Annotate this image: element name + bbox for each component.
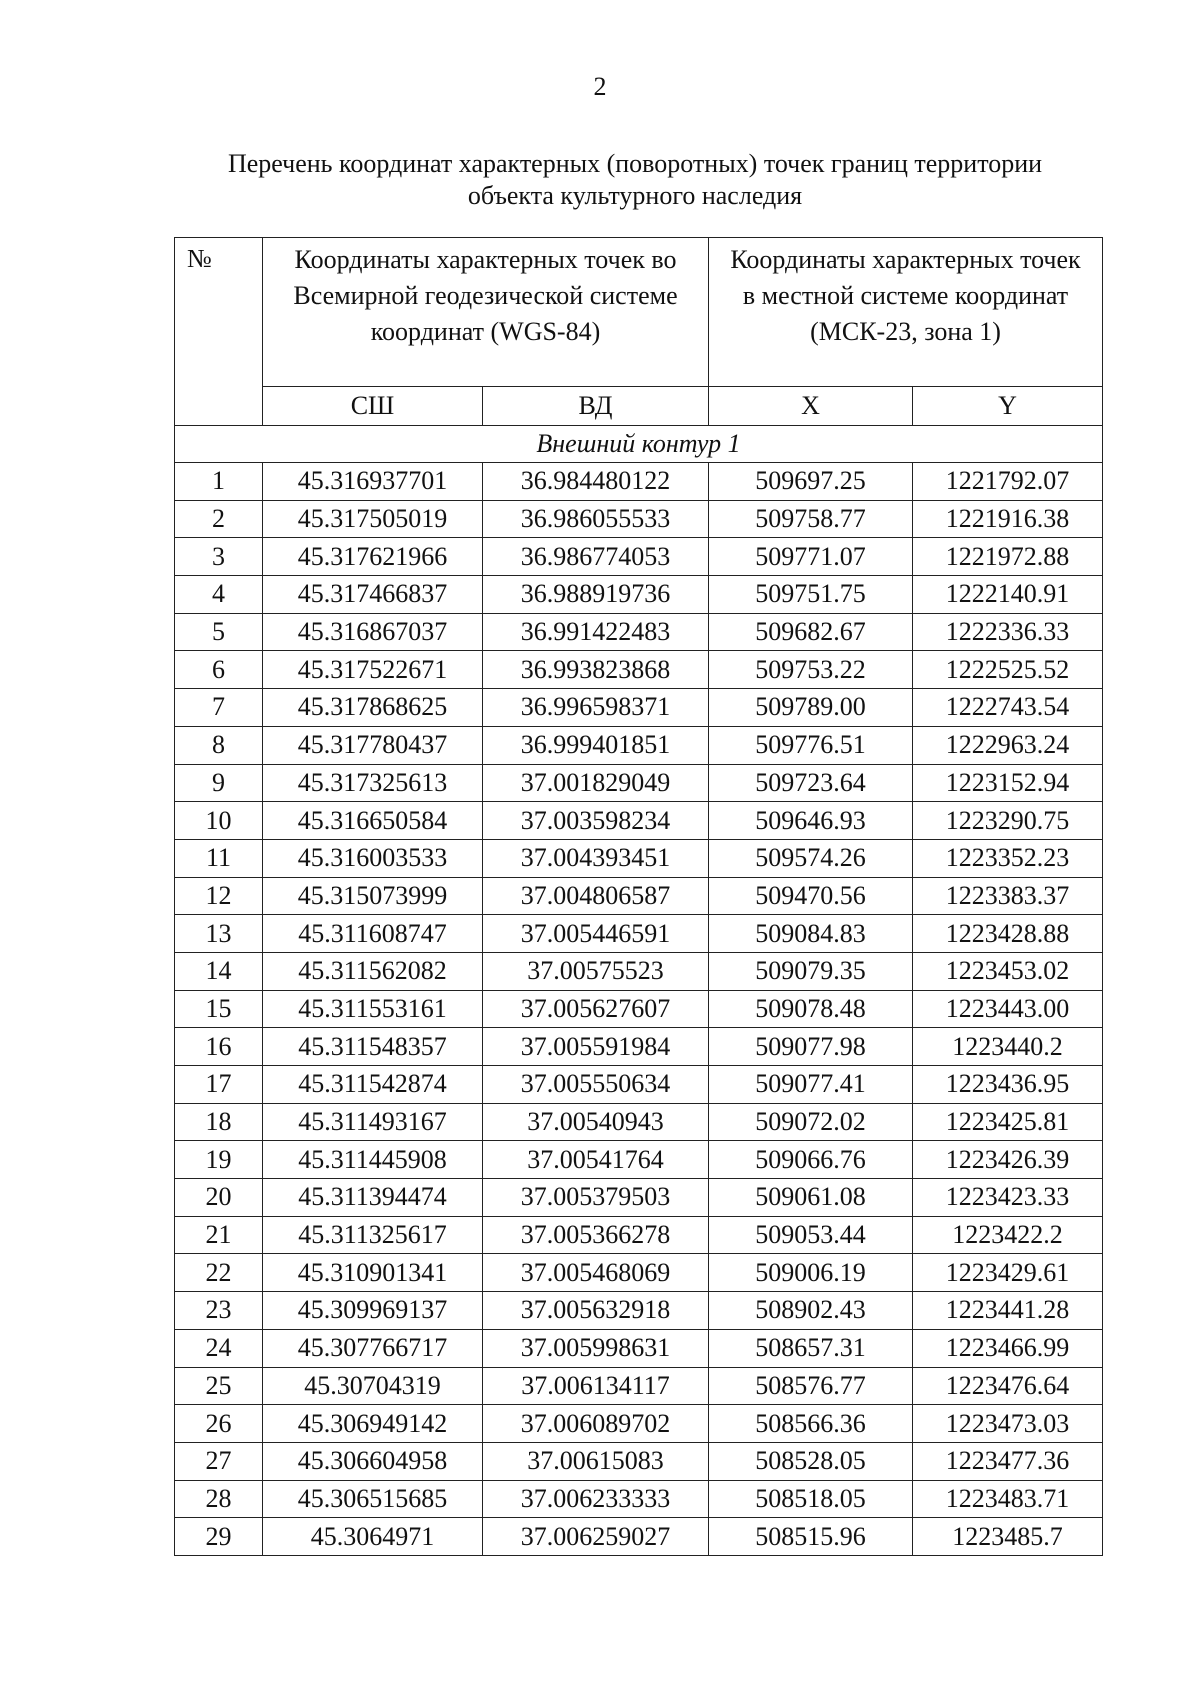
point-number: 24	[175, 1329, 263, 1367]
x-cell: 509574.26	[709, 839, 913, 877]
longitude-cell: 37.006233333	[483, 1480, 709, 1518]
x-cell: 509006.19	[709, 1254, 913, 1292]
latitude-cell: 45.317325613	[263, 764, 483, 802]
table-row	[175, 689, 1103, 727]
x-cell: 509077.98	[709, 1028, 913, 1066]
point-number: 2	[175, 500, 263, 538]
point-number: 13	[175, 915, 263, 953]
x-cell: 509771.07	[709, 538, 913, 576]
point-number: 22	[175, 1254, 263, 1292]
table-row	[175, 1367, 1103, 1405]
longitude-cell: 36.996598371	[483, 689, 709, 727]
table-row	[175, 1405, 1103, 1443]
x-cell: 508515.96	[709, 1518, 913, 1556]
y-cell: 1223483.71	[913, 1480, 1103, 1518]
x-cell: 509077.41	[709, 1066, 913, 1104]
table-row	[175, 1292, 1103, 1330]
latitude-cell: 45.316003533	[263, 839, 483, 877]
latitude-cell: 45.316937701	[263, 463, 483, 501]
y-cell: 1223428.88	[913, 915, 1103, 953]
latitude-cell: 45.311553161	[263, 990, 483, 1028]
longitude-cell: 37.00541764	[483, 1141, 709, 1179]
x-cell: 509072.02	[709, 1103, 913, 1141]
longitude-cell: 36.986774053	[483, 538, 709, 576]
table-row	[175, 1179, 1103, 1217]
longitude-cell: 37.005998631	[483, 1329, 709, 1367]
y-cell: 1222743.54	[913, 689, 1103, 727]
latitude-cell: 45.311562082	[263, 952, 483, 990]
x-cell: 508657.31	[709, 1329, 913, 1367]
x-cell: 509078.48	[709, 990, 913, 1028]
longitude-cell: 36.993823868	[483, 651, 709, 689]
point-number: 3	[175, 538, 263, 576]
x-cell: 508902.43	[709, 1292, 913, 1330]
x-cell: 508566.36	[709, 1405, 913, 1443]
latitude-cell: 45.311325617	[263, 1216, 483, 1254]
page-number: 2	[593, 72, 607, 101]
y-cell: 1223383.37	[913, 877, 1103, 915]
y-cell: 1223476.64	[913, 1367, 1103, 1405]
latitude-cell: 45.306515685	[263, 1480, 483, 1518]
table-row	[175, 1216, 1103, 1254]
latitude-cell: 45.311548357	[263, 1028, 483, 1066]
longitude-cell: 37.006134117	[483, 1367, 709, 1405]
point-number: 15	[175, 990, 263, 1028]
latitude-cell: 45.311608747	[263, 915, 483, 953]
point-number: 29	[175, 1518, 263, 1556]
point-number: 26	[175, 1405, 263, 1443]
point-number: 11	[175, 839, 263, 877]
column-header-number: №	[175, 238, 263, 426]
y-cell: 1223453.02	[913, 952, 1103, 990]
longitude-cell: 37.005446591	[483, 915, 709, 953]
longitude-cell: 36.988919736	[483, 576, 709, 614]
longitude-cell: 37.001829049	[483, 764, 709, 802]
longitude-cell: 36.991422483	[483, 613, 709, 651]
longitude-cell: 37.00615083	[483, 1442, 709, 1480]
point-number: 12	[175, 877, 263, 915]
latitude-cell: 45.317780437	[263, 726, 483, 764]
point-number: 21	[175, 1216, 263, 1254]
title-line-1: Перечень координат характерных (поворотных) точек границ территории	[227, 149, 1043, 178]
point-number: 17	[175, 1066, 263, 1104]
point-number: 28	[175, 1480, 263, 1518]
x-cell: 509776.51	[709, 726, 913, 764]
x-cell: 508518.05	[709, 1480, 913, 1518]
point-number: 6	[175, 651, 263, 689]
point-number: 25	[175, 1367, 263, 1405]
latitude-cell: 45.309969137	[263, 1292, 483, 1330]
table-row	[175, 726, 1103, 764]
latitude-cell: 45.317522671	[263, 651, 483, 689]
column-header-x: X	[709, 387, 913, 426]
point-number: 5	[175, 613, 263, 651]
section-row	[175, 426, 1103, 463]
point-number: 23	[175, 1292, 263, 1330]
point-number: 7	[175, 689, 263, 727]
longitude-cell: 36.999401851	[483, 726, 709, 764]
table-row	[175, 1028, 1103, 1066]
table-row	[175, 1442, 1103, 1480]
longitude-cell: 37.005366278	[483, 1216, 709, 1254]
y-cell: 1223473.03	[913, 1405, 1103, 1443]
longitude-cell: 37.005591984	[483, 1028, 709, 1066]
subheader-row	[175, 387, 1103, 426]
table-row	[175, 990, 1103, 1028]
table-row	[175, 1103, 1103, 1141]
table-row	[175, 1329, 1103, 1367]
point-number: 14	[175, 952, 263, 990]
longitude-cell: 37.004806587	[483, 877, 709, 915]
point-number: 27	[175, 1442, 263, 1480]
column-header-latitude: СШ	[263, 387, 483, 426]
x-cell: 508528.05	[709, 1442, 913, 1480]
latitude-cell: 45.317868625	[263, 689, 483, 727]
title-line-2: объекта культурного наследия	[467, 181, 803, 210]
x-cell: 509646.93	[709, 802, 913, 840]
x-cell: 509789.00	[709, 689, 913, 727]
y-cell: 1221792.07	[913, 463, 1103, 501]
latitude-cell: 45.306604958	[263, 1442, 483, 1480]
longitude-cell: 37.004393451	[483, 839, 709, 877]
y-cell: 1223466.99	[913, 1329, 1103, 1367]
y-cell: 1223429.61	[913, 1254, 1103, 1292]
latitude-cell: 45.311445908	[263, 1141, 483, 1179]
longitude-cell: 37.00575523	[483, 952, 709, 990]
table-row	[175, 538, 1103, 576]
y-cell: 1223477.36	[913, 1442, 1103, 1480]
longitude-cell: 37.005379503	[483, 1179, 709, 1217]
x-cell: 509084.83	[709, 915, 913, 953]
column-header-y: Y	[913, 387, 1103, 426]
table-row	[175, 764, 1103, 802]
latitude-cell: 45.317505019	[263, 500, 483, 538]
longitude-cell: 37.003598234	[483, 802, 709, 840]
document-title	[150, 148, 1120, 212]
latitude-cell: 45.311542874	[263, 1066, 483, 1104]
y-cell: 1223425.81	[913, 1103, 1103, 1141]
longitude-cell: 37.006089702	[483, 1405, 709, 1443]
point-number: 19	[175, 1141, 263, 1179]
y-cell: 1222140.91	[913, 576, 1103, 614]
x-cell: 509682.67	[709, 613, 913, 651]
x-cell: 508576.77	[709, 1367, 913, 1405]
latitude-cell: 45.316650584	[263, 802, 483, 840]
point-number: 10	[175, 802, 263, 840]
latitude-cell: 45.306949142	[263, 1405, 483, 1443]
table-row	[175, 1254, 1103, 1292]
latitude-cell: 45.311493167	[263, 1103, 483, 1141]
y-cell: 1223426.39	[913, 1141, 1103, 1179]
x-cell: 509079.35	[709, 952, 913, 990]
point-number: 4	[175, 576, 263, 614]
table-row	[175, 576, 1103, 614]
latitude-cell: 45.3064971	[263, 1518, 483, 1556]
y-cell: 1223422.2	[913, 1216, 1103, 1254]
table-row	[175, 500, 1103, 538]
longitude-cell: 36.986055533	[483, 500, 709, 538]
x-cell: 509697.25	[709, 463, 913, 501]
point-number: 1	[175, 463, 263, 501]
section-title: Внешний контур 1	[175, 426, 1103, 463]
point-number: 16	[175, 1028, 263, 1066]
point-number: 9	[175, 764, 263, 802]
y-cell: 1223485.7	[913, 1518, 1103, 1556]
y-cell: 1222525.52	[913, 651, 1103, 689]
table-row	[175, 877, 1103, 915]
latitude-cell: 45.311394474	[263, 1179, 483, 1217]
point-number: 20	[175, 1179, 263, 1217]
latitude-cell: 45.30704319	[263, 1367, 483, 1405]
x-cell: 509470.56	[709, 877, 913, 915]
latitude-cell: 45.315073999	[263, 877, 483, 915]
table-row	[175, 802, 1103, 840]
x-cell: 509053.44	[709, 1216, 913, 1254]
latitude-cell: 45.310901341	[263, 1254, 483, 1292]
x-cell: 509751.75	[709, 576, 913, 614]
x-cell: 509753.22	[709, 651, 913, 689]
y-cell: 1222336.33	[913, 613, 1103, 651]
table-row	[175, 952, 1103, 990]
table-row	[175, 839, 1103, 877]
longitude-cell: 37.005550634	[483, 1066, 709, 1104]
y-cell: 1221972.88	[913, 538, 1103, 576]
point-number: 18	[175, 1103, 263, 1141]
table-row	[175, 1141, 1103, 1179]
longitude-cell: 37.005468069	[483, 1254, 709, 1292]
table-row	[175, 651, 1103, 689]
x-cell: 509758.77	[709, 500, 913, 538]
latitude-cell: 45.307766717	[263, 1329, 483, 1367]
coordinates-table	[174, 237, 1103, 1556]
y-cell: 1221916.38	[913, 500, 1103, 538]
y-cell: 1223423.33	[913, 1179, 1103, 1217]
point-number: 8	[175, 726, 263, 764]
y-cell: 1223441.28	[913, 1292, 1103, 1330]
y-cell: 1223436.95	[913, 1066, 1103, 1104]
table-row	[175, 613, 1103, 651]
longitude-cell: 37.00540943	[483, 1103, 709, 1141]
table-row	[175, 1066, 1103, 1104]
longitude-cell: 37.005627607	[483, 990, 709, 1028]
table-row	[175, 463, 1103, 501]
column-group-wgs84: Координаты характерных точек во Всемирной геодезической системе координат (WGS-84)	[263, 238, 709, 387]
x-cell: 509061.08	[709, 1179, 913, 1217]
latitude-cell: 45.317621966	[263, 538, 483, 576]
table-row	[175, 1480, 1103, 1518]
y-cell: 1223443.00	[913, 990, 1103, 1028]
table-row	[175, 1518, 1103, 1556]
y-cell: 1223440.2	[913, 1028, 1103, 1066]
column-group-msk23: Координаты характерных точек в местной системе координат (МСК-23, зона 1)	[709, 238, 1103, 387]
latitude-cell: 45.316867037	[263, 613, 483, 651]
header-row	[175, 238, 1103, 387]
table-row	[175, 915, 1103, 953]
x-cell: 509723.64	[709, 764, 913, 802]
x-cell: 509066.76	[709, 1141, 913, 1179]
y-cell: 1222963.24	[913, 726, 1103, 764]
y-cell: 1223352.23	[913, 839, 1103, 877]
longitude-cell: 36.984480122	[483, 463, 709, 501]
longitude-cell: 37.005632918	[483, 1292, 709, 1330]
longitude-cell: 37.006259027	[483, 1518, 709, 1556]
y-cell: 1223152.94	[913, 764, 1103, 802]
column-header-longitude: ВД	[483, 387, 709, 426]
latitude-cell: 45.317466837	[263, 576, 483, 614]
y-cell: 1223290.75	[913, 802, 1103, 840]
